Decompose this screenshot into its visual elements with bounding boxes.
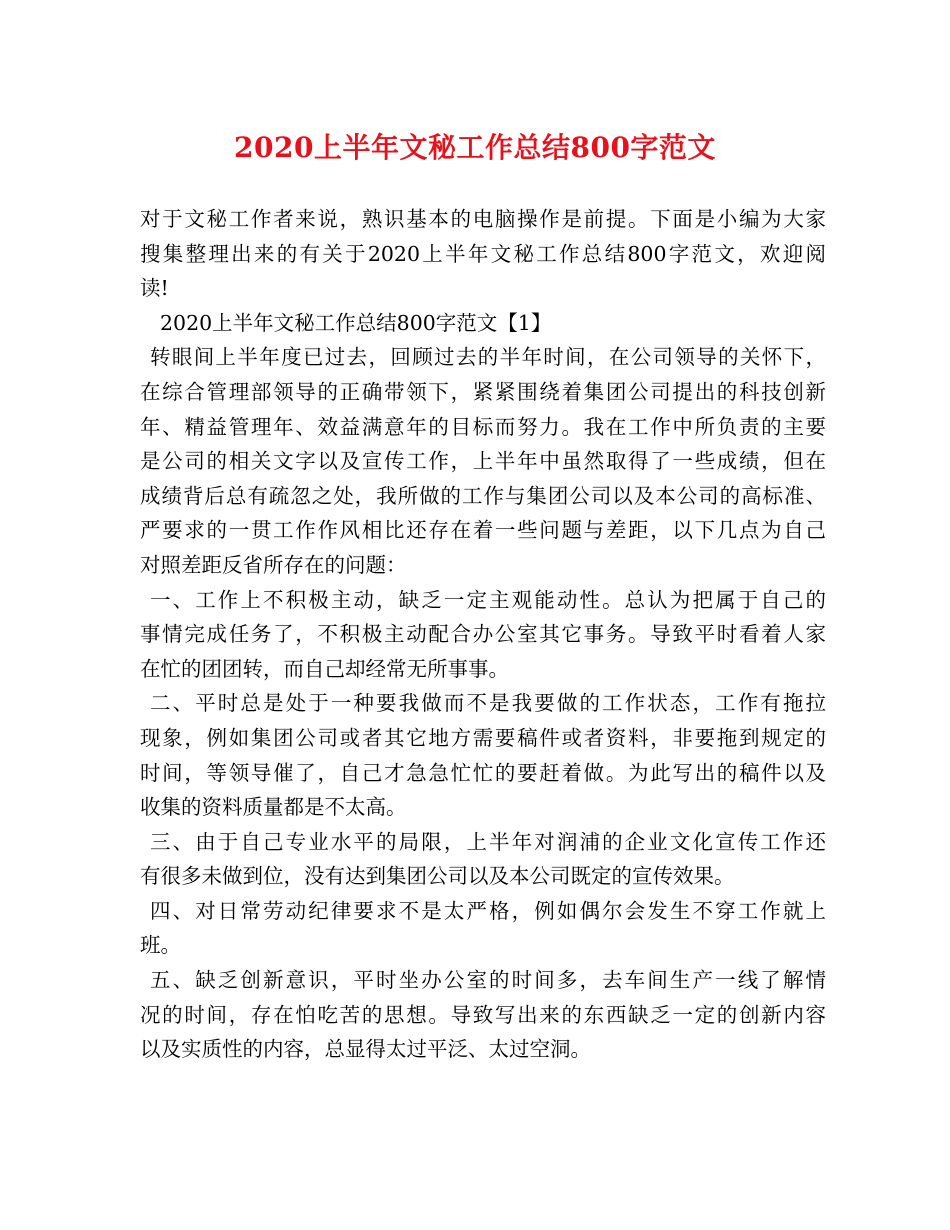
body-text-line: 现象，例如集团公司或者其它地方需要稿件或者资料，非要拖到规定的 xyxy=(140,725,826,750)
document-title: 2020上半年文秘工作总结800字范文 xyxy=(234,131,716,164)
body-text-line: 在综合管理部领导的正确带领下，紧紧围绕着集团公司提出的科技创新 xyxy=(140,379,826,404)
body-text-line: 是公司的相关文字以及宣传工作，上半年中虽然取得了一些成绩，但在 xyxy=(140,449,826,474)
body-text-line: 三、由于自己专业水平的局限，上半年对润浦的企业文化宣传工作还 xyxy=(150,829,826,854)
body-text-line: 年、精益管理年、效益满意年的目标而努力。我在工作中所负责的主要 xyxy=(140,414,826,439)
body-text-line: 班。 xyxy=(140,933,181,958)
body-text-line: 况的时间，存在怕吃苦的思想。导致写出来的东西缺乏一定的创新内容 xyxy=(140,1002,826,1027)
document-body xyxy=(140,202,826,1067)
body-text-line: 搜集整理出来的有关于2020上半年文秘工作总结800字范文，欢迎阅 xyxy=(140,241,826,266)
body-text-line: 四、对日常劳动纪律要求不是太严格，例如偶尔会发生不穿工作就上 xyxy=(150,898,826,923)
body-text-line: 读! xyxy=(140,276,169,301)
body-text-line: 在忙的团团转，而自己却经常无所事事。 xyxy=(140,656,509,681)
body-text-line: 对照差距反省所存在的问题： xyxy=(140,552,407,577)
body-text-line: 成绩背后总有疏忽之处，我所做的工作与集团公司以及本公司的高标准、 xyxy=(140,483,826,508)
body-text-line: 二、平时总是处于一种要我做而不是我要做的工作状态，工作有拖拉 xyxy=(150,691,826,716)
body-text-line: 转眼间上半年度已过去，回顾过去的半年时间，在公司领导的关怀下， xyxy=(150,345,826,370)
body-text-line: 事情完成任务了，不积极主动配合办公室其它事务。导致平时看着人家 xyxy=(140,622,826,647)
body-text-line: 时间，等领导催了，自己才急急忙忙的要赶着做。为此写出的稿件以及 xyxy=(140,760,826,785)
body-text-line: 2020上半年文秘工作总结800字范文【1】 xyxy=(160,310,552,335)
body-text-line: 严要求的一贯工作作风相比还存在着一些问题与差距，以下几点为自己 xyxy=(140,518,826,543)
body-text-line: 五、缺乏创新意识，平时坐办公室的时间多，去车间生产一线了解情 xyxy=(150,968,826,993)
body-text-line: 有很多未做到位，没有达到集团公司以及本公司既定的宣传效果。 xyxy=(140,864,735,889)
body-text-line: 一、工作上不积极主动，缺乏一定主观能动性。总认为把属于自己的 xyxy=(150,587,826,612)
body-text-line: 收集的资料质量都是不太高。 xyxy=(140,795,407,820)
body-text-line: 对于文秘工作者来说，熟识基本的电脑操作是前提。下面是小编为大家 xyxy=(140,207,826,231)
body-text-line: 以及实质性的内容，总显得太过平泛、太过空洞。 xyxy=(140,1037,591,1062)
